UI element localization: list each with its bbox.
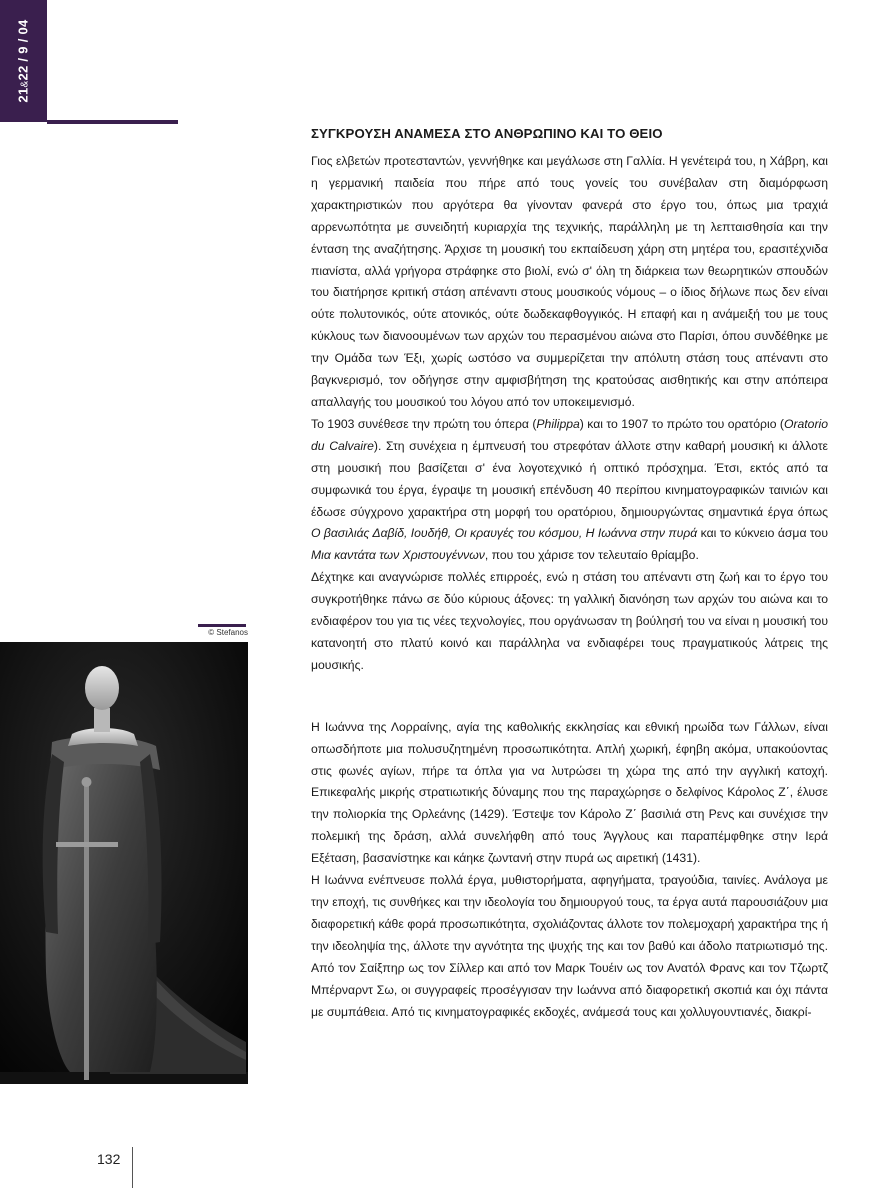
paragraph-2 bbox=[311, 414, 828, 567]
photo-credit: © Stefanos bbox=[208, 628, 248, 637]
opera-title: Philippa bbox=[536, 416, 580, 431]
oratorio-title: Oratorio du Calvaire bbox=[311, 416, 828, 453]
issue-date bbox=[16, 19, 31, 102]
header-accent-rule bbox=[47, 120, 178, 124]
paragraph-3: Δέχτηκε και αναγνώρισε πολλές επιρροές, ενώ η στάση του απέναντι στη ζωή και το έργο του συγκροτήθηκε πάνω σε δύο κύριους άξονες: τη γαλλική διανόηση των αρχών του αιώνα και το ενδιαφέρον του για τις νέες τεχνολογίες, που οργάνωσαν τη βούλησή του να είναι η μουσική του κατανοητή στο πλατύ κοινό και παράλληλα να ενδιαφέρει τους πραγματικούς λάτρεις της μουσικής. bbox=[311, 570, 828, 672]
issue-date-ampersand: & bbox=[19, 80, 31, 88]
works-titles: Ο βασιλιάς Δαβίδ, Ιουδήθ, Οι κραυγές του κόσμου, Η Ιωάννα στην πυρά bbox=[311, 526, 698, 541]
issue-date-day-start: 21 bbox=[15, 87, 31, 103]
paragraph-2-text-e: ). Στη συνέχεια η έμπνευσή του στρεφόταν άλλοτε στην καθαρή μουσική κι άλλοτε στη μουσική που βασίζεται σ' ένα λογοτεχνικό ή οπτικό πρόσχημα. Έτσι, εκτός από τα συμφωνικά του έργα, έγραψε τη μουσική επένδυση 40 περίπου κινηματογραφικών ταινιών και έδωσε σύγχρονο χαρακτήρα στη μορφή του ορατόριου, δημιουργώντας σημαντικά έργα όπως bbox=[311, 438, 828, 519]
page-number: 132 bbox=[97, 1151, 121, 1167]
paragraph-4: Η Ιωάννα της Λορραίνης, αγία της καθολικής εκκλησίας και εθνική ηρωίδα των Γάλλων, είναι οπωσδήποτε μια πολυσυζητημένη προσωπικότητα. Απλή χωρική, έφηβη ακόμα, υπακούοντας στις φωνές αγίων, πήρε τα όπλα για να λυτρώσει τη χώρα της από την αγγλική κατοχή. Επικεφαλής μικρής στρατιωτικής δύναμης που της παραχώρησε ο δελφίνος Κάρολος Ζ΄, έλυσε την πολιορκία της Ορλεάνης (1429). Έστεψε τον Κάρολο Ζ΄ βασιλιά στη Ρενς και συνέχισε την πολεμική της δράση, αλλά συνελήφθη από τους Άγγλους και παραπέμφθηκε στην Ιερά Εξέταση, βασανίστηκε και κάηκε ζωντανή στην πυρά ως αιρετική (1431). bbox=[311, 719, 828, 866]
page-number-divider bbox=[132, 1147, 133, 1188]
article-heading: ΣΥΓΚΡΟΥΣΗ ΑΝΑΜΕΣΑ ΣΤΟ ΑΝΘΡΩΠΙΝΟ ΚΑΙ ΤΟ ΘΕΙΟ bbox=[311, 126, 663, 141]
stage-photo bbox=[0, 642, 248, 1084]
paragraph-2-text-i: , που του χάρισε τον τελευταίο θρίαμβο. bbox=[484, 548, 699, 563]
paragraph-2-text-a: Το 1903 συνέθεσε την πρώτη του όπερα ( bbox=[311, 416, 537, 431]
stage-photo-illustration bbox=[0, 642, 248, 1084]
paragraph-1: Γιος ελβετών προτεσταντών, γεννήθηκε και μεγάλωσε στη Γαλλία. Η γενέτειρά του, η Χάβρη, και η γερμανική παιδεία που πήρε από τους γονείς του συνέβαλαν στη διαμόρφωση χαρακτηριστικών που αργότερα θα γίνονταν φανερά στο έργο του, όπως μια τραχιά αρρενωπότητα με συνειδητή κυριαρχία της τεχνικής, παράλληλη με τη λεπταισθησία και την ένταση της αναζήτησης. Άρχισε τη μουσική του εκπαίδευση χάρη στη μητέρα του, ερασιτέχνιδα πιανίστα, αλλά γρήγορα στράφηκε στο βιολί, ενώ σ' όλη τη διάρκεια των θεωρητικών σπουδών του διατήρησε κριτική στάση απέναντι στους μουσικούς νόμους – ο ίδιος δήλωνε πως δεν είναι ούτε πολυτονικός, ούτε ατονικός, ούτε δωδεκαφθογγικός. Η επαφή και η ανάμειξή του με τους κύκλους των διανοουμένων των αρχών του περασμένου αιώνα στο Παρίσι, όπου συνδέθηκε με την Ομάδα των Έξι, χωρίς ωστόσο να συμμερίζεται την απόλυτη στάση τους απέναντι στο βαγκνερισμό, τον οδήγησε στην αμφισβήτηση της κρατούσας αισθητικής και στην απόπειρα απαλλαγής του μουσικού του λόγου από τον υποκειμενισμό. bbox=[311, 154, 828, 409]
paragraph-2-text-c: ) και το 1907 το πρώτο του ορατόριο ( bbox=[579, 416, 784, 431]
paragraph-5: Η Ιωάννα ενέπνευσε πολλά έργα, μυθιστορήματα, αφηγήματα, τραγούδια, ταινίες. Ανάλογα με την εποχή, τις συνθήκες και την ιδεολογία του δημιουργού τους, τα έργα αυτά παρουσιάζουν μια διαφορετική κάθε φορά προσωπικότητα, σχολιάζοντας άλλοτε τον πολεμοχαρή χαρακτήρα της ή την ιδεοληψία της, άλλοτε την αγνότητα της ψυχής της και τον βαθύ και άδολο πατριωτισμό της. Από τον Σαίξπηρ ως τον Σίλλερ και από τον Μαρκ Τουέιν ως τον Ανατόλ Φρανς και τον Τζωρτζ Μπέρναρντ Σω, οι συγγραφείς προσέγγισαν την Ιωάννα από διαφορετική σκοπιά και όχι πάντα με συμπάθεια. Από τις κινηματογραφικές εκδοχές, ανάμεσά τους και χολλυγουντιανές, διακρί- bbox=[311, 873, 828, 1019]
cantata-title: Μια καντάτα των Χριστουγέννων bbox=[311, 548, 485, 563]
issue-date-tab bbox=[0, 0, 47, 122]
photo-accent-rule bbox=[198, 624, 246, 627]
article-body bbox=[311, 126, 828, 1023]
section-gap bbox=[311, 677, 828, 717]
issue-date-rest: 22 / 9 / 04 bbox=[15, 19, 31, 81]
paragraph-2-text-g: και το κύκνειο άσμα του bbox=[697, 526, 828, 541]
